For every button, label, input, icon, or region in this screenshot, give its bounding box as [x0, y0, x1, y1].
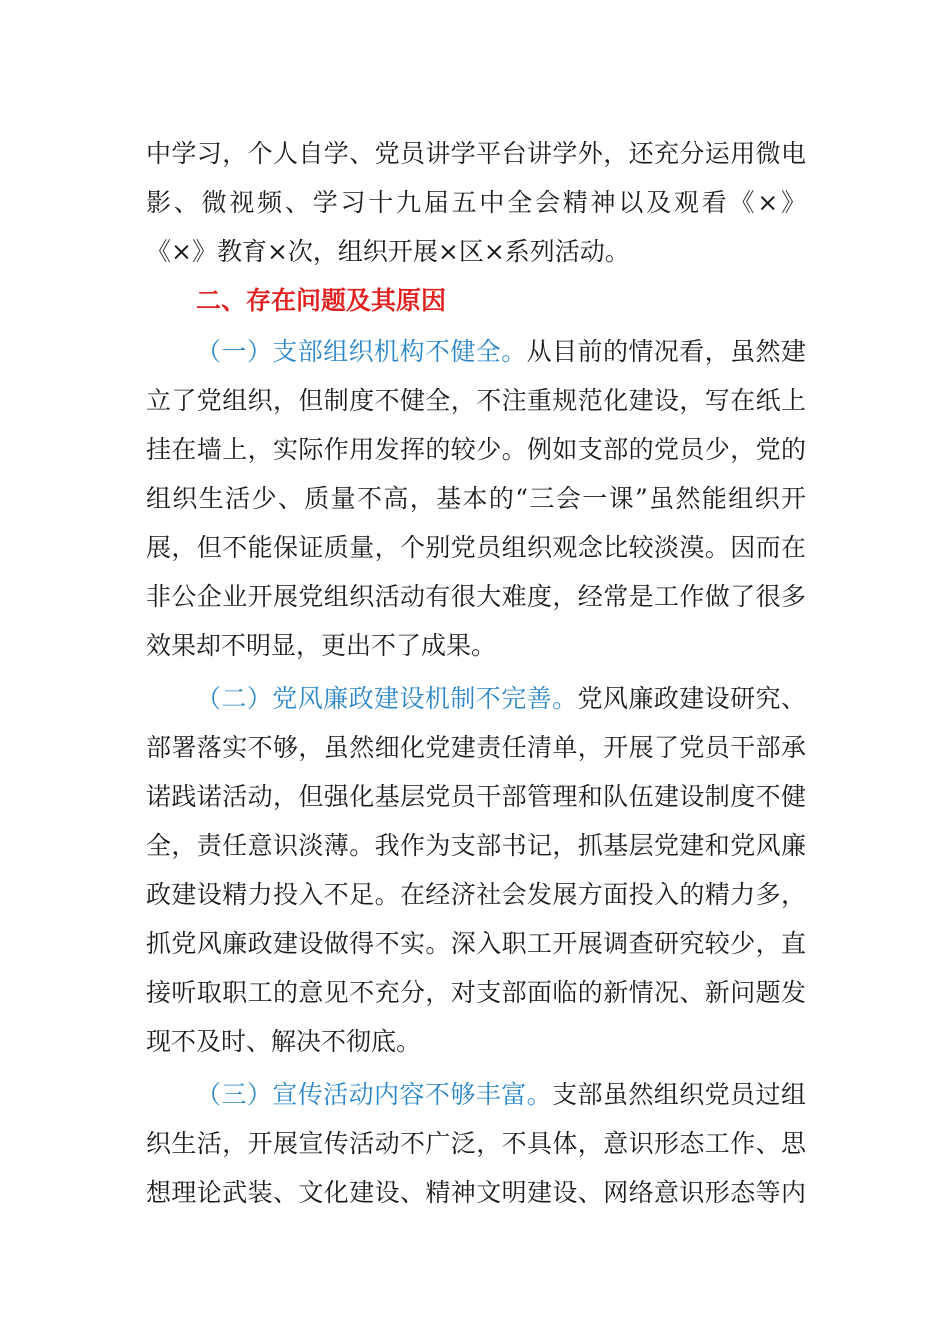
- body-text-line: 挂在墙上，实际作用发挥的较少。例如支部的党员少，党的: [146, 435, 806, 464]
- paragraph-first-line: [196, 336, 806, 368]
- body-text-line: 诺践诺活动，但强化基层党员干部管理和队伍建设制度不健: [146, 782, 806, 811]
- body-text-line: 《×》教育×次，组织开展×区×系列活动。: [146, 237, 630, 266]
- subheading: （三）宣传活动内容不够丰富。: [196, 1080, 553, 1109]
- subheading: （二）党风廉政建设机制不完善。: [196, 684, 578, 713]
- body-text-line: 中学习，个人自学、党员讲学平台讲学外，还充分运用微电: [146, 139, 806, 168]
- body-text: 支部虽然组织党员过组: [552, 1080, 806, 1109]
- body-text-line: 抓党风廉政建设做得不实。深入职工开展调查研究较少，直: [146, 929, 806, 958]
- body-text: 从目前的情况看，虽然建: [526, 337, 806, 366]
- body-text-line: 想理论武装、文化建设、精神文明建设、网络意识形态等内: [146, 1178, 806, 1207]
- body-text-line: 政建设精力投入不足。在经济社会发展方面投入的精力多，: [146, 880, 806, 909]
- paragraph-first-line: [196, 683, 806, 715]
- body-text-line: 现不及时、解决不彻底。: [146, 1027, 422, 1056]
- body-text-line: 立了党组织，但制度不健全，不注重规范化建设，写在纸上: [146, 386, 806, 415]
- body-text-line: 全，责任意识淡薄。我作为支部书记，抓基层党建和党风廉: [146, 831, 806, 860]
- body-text: 党风廉政建设研究、: [577, 684, 806, 713]
- body-text-line: 展，但不能保证质量，个别党员组织观念比较淡漠。因而在: [146, 533, 806, 562]
- body-text-line: 影、微视频、学习十九届五中全会精神以及观看《×》: [146, 188, 806, 217]
- body-text-line: 组织生活少、质量不高，基本的“三会一课”虽然能组织开: [146, 484, 806, 513]
- subheading: （一）支部组织机构不健全。: [196, 337, 527, 366]
- body-text-line: 部署落实不够，虽然细化党建责任清单，开展了党员干部承: [146, 733, 806, 762]
- body-text-line: 织生活，开展宣传活动不广泛，不具体，意识形态工作、思: [146, 1129, 806, 1158]
- section-heading: 二、存在问题及其原因: [196, 286, 447, 315]
- body-text-line: 接听取职工的意见不充分，对支部面临的新情况、新问题发: [146, 978, 806, 1007]
- body-text-line: 非公企业开展党组织活动有很大难度，经常是工作做了很多: [146, 582, 806, 611]
- paragraph-first-line: [196, 1079, 806, 1111]
- body-text-line: 效果却不明显，更出不了成果。: [146, 631, 497, 660]
